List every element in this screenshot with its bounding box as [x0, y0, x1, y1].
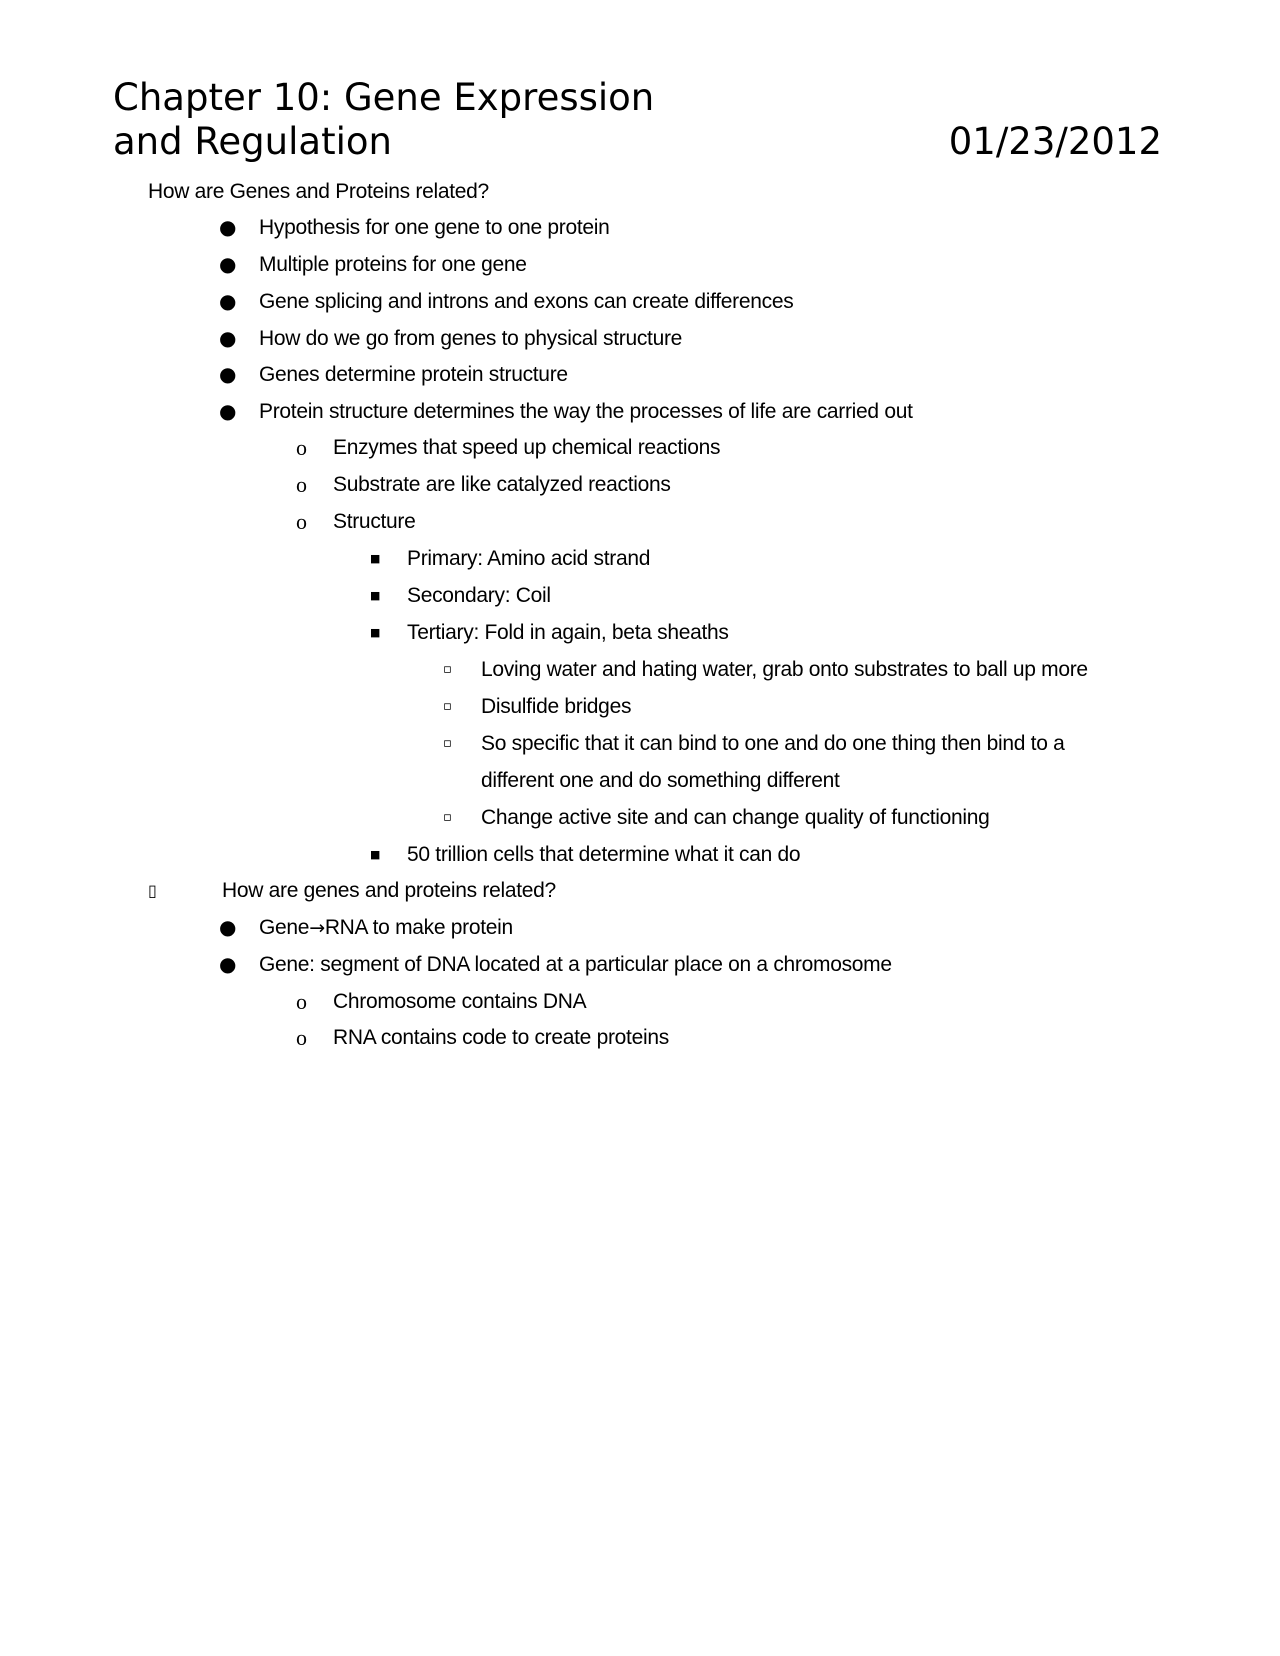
square-bullet-icon: ■ [370, 589, 381, 602]
list-item: Loving water and hating water, grab onto substrates to ball up more [481, 658, 1088, 681]
list-item: 50 trillion cells that determine what it can do [407, 843, 801, 866]
bullet-icon: ● [219, 952, 237, 976]
list-item: Structure [333, 510, 416, 533]
document-date: 01/23/2012 [948, 120, 1162, 163]
list-item: Genes determine protein structure [259, 363, 568, 386]
question-heading: How are genes and proteins related? [222, 879, 556, 902]
list-item: Hypothesis for one gene to one protein [259, 216, 610, 239]
gene-text: Gene [259, 916, 310, 939]
bullet-icon: ● [219, 215, 237, 239]
list-item: How do we go from genes to physical structure [259, 327, 683, 350]
page-title-line1: Chapter 10: Gene Expression [113, 76, 655, 119]
list-item-continuation: different one and do something different [481, 769, 840, 792]
circle-bullet-icon: o [296, 472, 307, 497]
bullet-icon: ● [219, 362, 237, 386]
list-item [259, 915, 513, 941]
rna-text: RNA to make protein [324, 916, 513, 939]
page-title-line2: and Regulation [113, 120, 392, 163]
list-item: Primary: Amino acid strand [407, 547, 651, 570]
hollow-square-bullet-icon: ▫ [443, 699, 452, 714]
bullet-icon: ● [219, 399, 237, 423]
missing-glyph-icon: ▯ [148, 881, 157, 900]
circle-bullet-icon: o [296, 989, 307, 1014]
bullet-icon: ● [219, 252, 237, 276]
question-heading: How are Genes and Proteins related? [148, 180, 489, 203]
list-item: Secondary: Coil [407, 584, 551, 607]
circle-bullet-icon: o [296, 1025, 307, 1050]
list-item: Enzymes that speed up chemical reactions [333, 436, 721, 459]
circle-bullet-icon: o [296, 435, 307, 460]
hollow-square-bullet-icon: ▫ [443, 662, 452, 677]
list-item: Multiple proteins for one gene [259, 253, 527, 276]
list-item: Protein structure determines the way the processes of life are carried out [259, 400, 913, 423]
hollow-square-bullet-icon: ▫ [443, 736, 452, 751]
list-item: Gene splicing and introns and exons can create differences [259, 290, 794, 313]
bullet-icon: ● [219, 289, 237, 313]
bullet-icon: ● [219, 326, 237, 350]
arrow-right-icon: → [309, 917, 325, 939]
list-item: Chromosome contains DNA [333, 990, 587, 1013]
square-bullet-icon: ■ [370, 626, 381, 639]
list-item: RNA contains code to create proteins [333, 1026, 669, 1049]
hollow-square-bullet-icon: ▫ [443, 810, 452, 825]
circle-bullet-icon: o [296, 509, 307, 534]
list-item: Gene: segment of DNA located at a particular place on a chromosome [259, 953, 892, 976]
list-item: Tertiary: Fold in again, beta sheaths [407, 621, 729, 644]
list-item: Change active site and can change quality of functioning [481, 806, 990, 829]
list-item: So specific that it can bind to one and do one thing then bind to a [481, 732, 1065, 755]
list-item: Substrate are like catalyzed reactions [333, 473, 671, 496]
list-item: Disulfide bridges [481, 695, 632, 718]
square-bullet-icon: ■ [370, 848, 381, 861]
square-bullet-icon: ■ [370, 552, 381, 565]
bullet-icon: ● [219, 915, 237, 939]
